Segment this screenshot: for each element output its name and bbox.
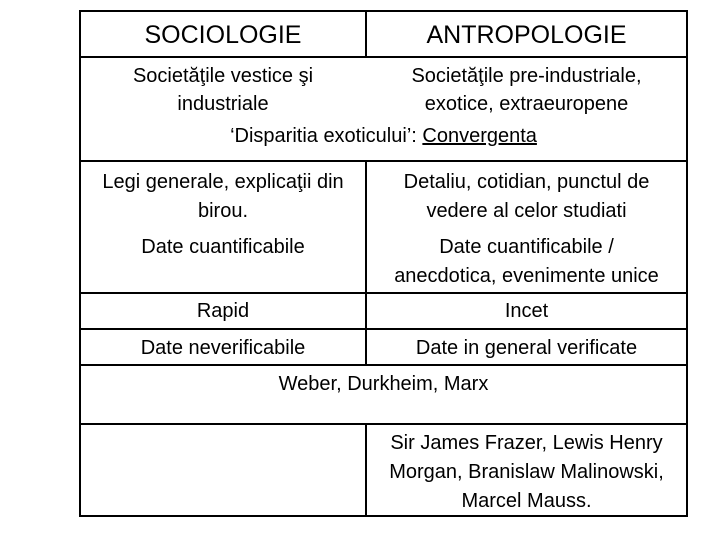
header-cell-sociology <box>81 12 365 56</box>
speed-cell-right <box>367 294 686 328</box>
data-left-line1: Date cuantificabile <box>141 236 305 258</box>
sociology-authors: Weber, Durkheim, Marx <box>278 373 489 395</box>
societies-span-cell <box>81 118 686 160</box>
speed-right: Incet <box>504 300 549 322</box>
laws-cell-left <box>81 162 365 292</box>
table-border-right <box>686 10 688 517</box>
societies-cell-left <box>81 58 365 126</box>
anthropologists-cell-right <box>367 425 686 515</box>
speed-cell-left <box>81 294 365 328</box>
verify-left: Date neverificabile <box>140 337 306 359</box>
anthropologists-cell-left <box>81 425 365 515</box>
header-sociology: SOCIOLOGIE <box>144 21 302 49</box>
convergence-label: Convergenta <box>422 125 537 147</box>
data-right-line2: anecdotica, evenimente unice <box>394 265 659 287</box>
exotic-disappearance-label: ‘Disparitia exoticului’: <box>230 125 423 147</box>
header-anthropology: ANTROPOLOGIE <box>426 21 627 49</box>
laws-left-line1: Legi generale, explicaţii din <box>102 171 344 193</box>
verify-cell-left <box>81 330 365 364</box>
societies-left-line1: Societăţile vestice şi <box>132 65 314 87</box>
societies-right-line1: Societăţile pre-industriale, <box>411 65 642 87</box>
laws-right-line1: Detaliu, cotidian, punctul de <box>403 171 650 193</box>
data-right-line1: Date cuantificabile / <box>439 236 614 258</box>
laws-right-line2: vedere al celor studiati <box>426 200 627 222</box>
anthropologists-line1: Sir James Frazer, Lewis Henry <box>390 432 663 454</box>
societies-cell-right <box>367 58 686 126</box>
verify-right: Date in general verificate <box>415 337 638 359</box>
anthropologists-line3: Marcel Mauss. <box>461 490 592 512</box>
speed-left: Rapid <box>196 300 250 322</box>
verify-cell-right <box>367 330 686 364</box>
laws-left-line2: birou. <box>197 200 249 222</box>
laws-cell-right <box>367 162 686 292</box>
header-cell-anthropology <box>367 12 686 56</box>
societies-right-line2: exotice, extraeuropene <box>424 93 629 115</box>
exotic-disappearance-note <box>81 118 686 154</box>
anthropologists-line2: Morgan, Branislaw Malinowski, <box>389 461 664 483</box>
authors-span-cell <box>81 366 686 423</box>
societies-left-line2: industriale <box>177 93 269 115</box>
